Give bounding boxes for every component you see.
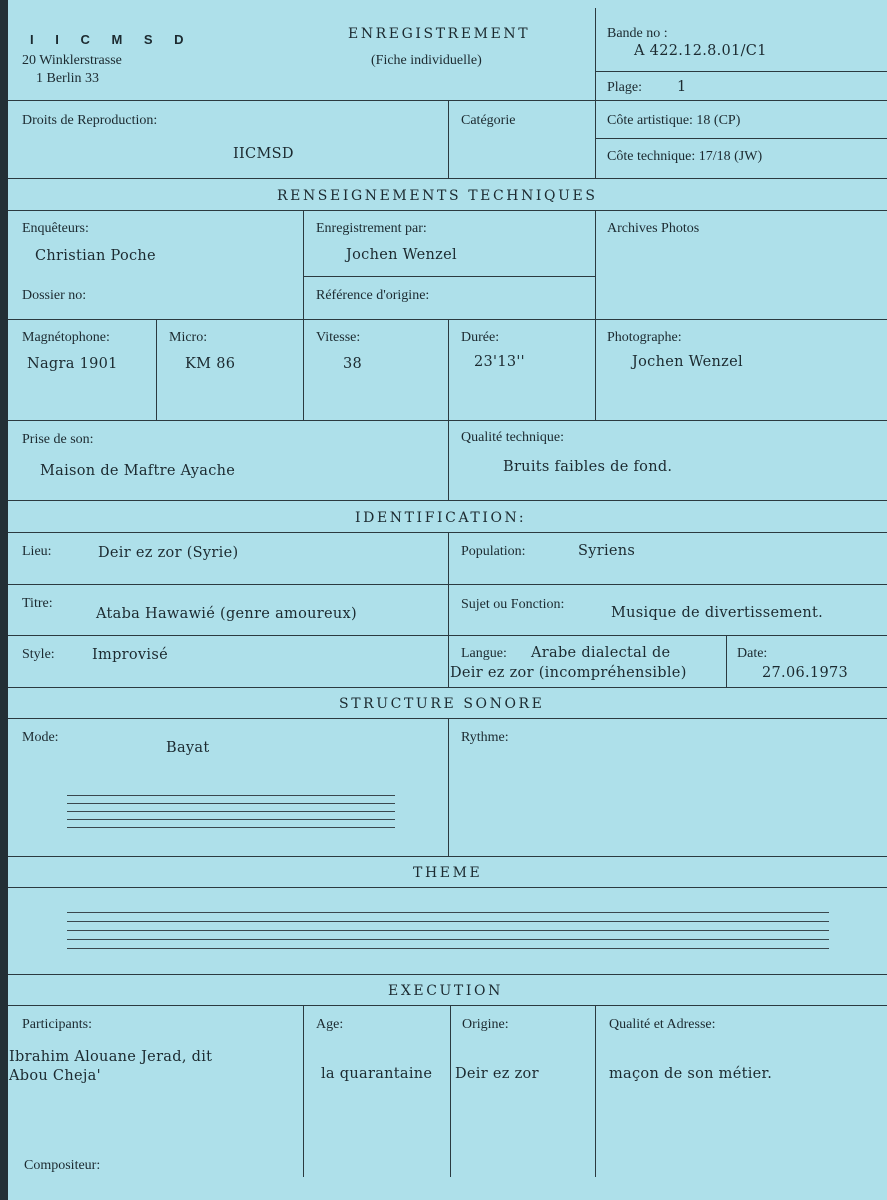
prise-label: Prise de son:: [22, 432, 94, 447]
sujet-value: Musique de divertissement.: [611, 605, 824, 621]
vitesse-label: Vitesse:: [316, 330, 361, 345]
form-title: ENREGISTREMENT: [348, 26, 531, 42]
age-label: Age:: [316, 1017, 344, 1032]
form-subtitle: (Fiche individuelle): [371, 53, 482, 68]
rule: [726, 635, 727, 687]
enqueteurs-label: Enquêteurs:: [22, 221, 89, 236]
enregistrement-value: Jochen Wenzel: [346, 247, 457, 263]
duree-value: 23'13'': [474, 354, 525, 370]
micro-label: Micro:: [169, 330, 208, 345]
photographe-value: Jochen Wenzel: [632, 354, 743, 370]
titre-value: Ataba Hawawié (genre amoureux): [96, 606, 357, 622]
langue-value-line1: Arabe dialectal de: [531, 645, 671, 661]
enregistrement-label: Enregistrement par:: [316, 221, 427, 236]
lieu-value: Deir ez zor (Syrie): [98, 545, 239, 561]
duree-label: Durée:: [461, 330, 500, 345]
photographe-label: Photographe:: [607, 330, 682, 345]
rule: [303, 276, 595, 277]
bande-label: Bande no :: [607, 26, 668, 41]
header-divider: [595, 8, 596, 178]
section-title-theme: THEME: [413, 865, 483, 881]
dossier-label: Dossier no:: [22, 288, 87, 303]
rule: [448, 420, 449, 500]
micro-value: KM 86: [185, 356, 236, 372]
bande-value: A 422.12.8.01/C1: [634, 43, 767, 59]
lieu-label: Lieu:: [22, 544, 52, 559]
vitesse-value: 38: [343, 356, 363, 372]
rule: [595, 71, 887, 72]
origine-label: Origine:: [462, 1017, 509, 1032]
date-value: 27.06.1973: [762, 665, 849, 681]
style-label: Style:: [22, 647, 55, 662]
mode-label: Mode:: [22, 730, 59, 745]
rule: [8, 856, 887, 857]
rule: [8, 687, 887, 688]
section-title-structure: STRUCTURE SONORE: [339, 696, 545, 712]
rule: [8, 500, 887, 501]
rule: [448, 718, 449, 856]
rule: [595, 210, 596, 420]
date-label: Date:: [737, 646, 768, 661]
compositeur-label: Compositeur:: [24, 1158, 101, 1173]
cote-artistique: Côte artistique: 18 (CP): [607, 113, 741, 128]
qualite-label: Qualité technique:: [461, 430, 565, 445]
qualite-value: Bruits faibles de fond.: [503, 459, 673, 475]
population-label: Population:: [461, 544, 526, 559]
droits-label: Droits de Reproduction:: [22, 113, 158, 128]
section-title-identification: IDENTIFICATION:: [355, 510, 527, 526]
participants-line-2: Abou Cheja': [9, 1068, 101, 1084]
mode-value: Bayat: [166, 740, 210, 756]
rule: [8, 178, 887, 179]
cote-technique: Côte technique: 17/18 (JW): [607, 149, 763, 164]
rule: [8, 887, 887, 888]
age-value: la quarantaine: [321, 1066, 433, 1082]
participants-line-1: Ibrahim Alouane Jerad, dit: [9, 1049, 213, 1065]
archives-label: Archives Photos: [607, 221, 700, 236]
categorie-label: Catégorie: [461, 113, 516, 128]
plage-label: Plage:: [607, 80, 642, 95]
rule: [303, 210, 304, 420]
sujet-label: Sujet ou Fonction:: [461, 597, 565, 612]
langue-label: Langue:: [461, 646, 507, 661]
address-line-2: 1 Berlin 33: [36, 71, 99, 86]
rule: [448, 532, 449, 687]
rule: [8, 635, 887, 636]
origine-value: Deir ez zor: [455, 1066, 539, 1082]
rule: [448, 319, 449, 420]
rythme-label: Rythme:: [461, 730, 509, 745]
brand-logo: I I C M S D: [30, 32, 193, 47]
langue-value-line2: Deir ez zor (incompréhensible): [450, 665, 687, 681]
binding-edge: [0, 0, 8, 1200]
section-title-execution: EXECUTION: [388, 983, 503, 999]
plage-value: 1: [677, 79, 687, 95]
rule: [8, 210, 887, 211]
rule: [595, 1005, 596, 1177]
rule: [303, 1005, 304, 1177]
section-title-technical: RENSEIGNEMENTS TECHNIQUES: [277, 188, 598, 204]
magnetophone-value: Nagra 1901: [27, 356, 118, 372]
reference-label: Référence d'origine:: [316, 288, 430, 303]
population-value: Syriens: [578, 543, 636, 559]
prise-value: Maison de Maftre Ayache: [40, 463, 236, 479]
rule: [8, 974, 887, 975]
participants-label: Participants:: [22, 1017, 92, 1032]
enqueteurs-value: Christian Poche: [35, 248, 156, 264]
qualite-adresse-value: maçon de son métier.: [609, 1066, 773, 1082]
magnetophone-label: Magnétophone:: [22, 330, 110, 345]
style-value: Improvisé: [92, 647, 168, 663]
rule: [448, 100, 449, 178]
titre-label: Titre:: [22, 596, 53, 611]
rule: [8, 584, 887, 585]
rule: [595, 138, 887, 139]
droits-value: IICMSD: [233, 146, 294, 162]
rule: [8, 1005, 887, 1006]
rule: [450, 1005, 451, 1177]
rule: [156, 319, 157, 420]
qualite-adresse-label: Qualité et Adresse:: [609, 1017, 716, 1032]
address-line-1: 20 Winklerstrasse: [22, 53, 122, 68]
